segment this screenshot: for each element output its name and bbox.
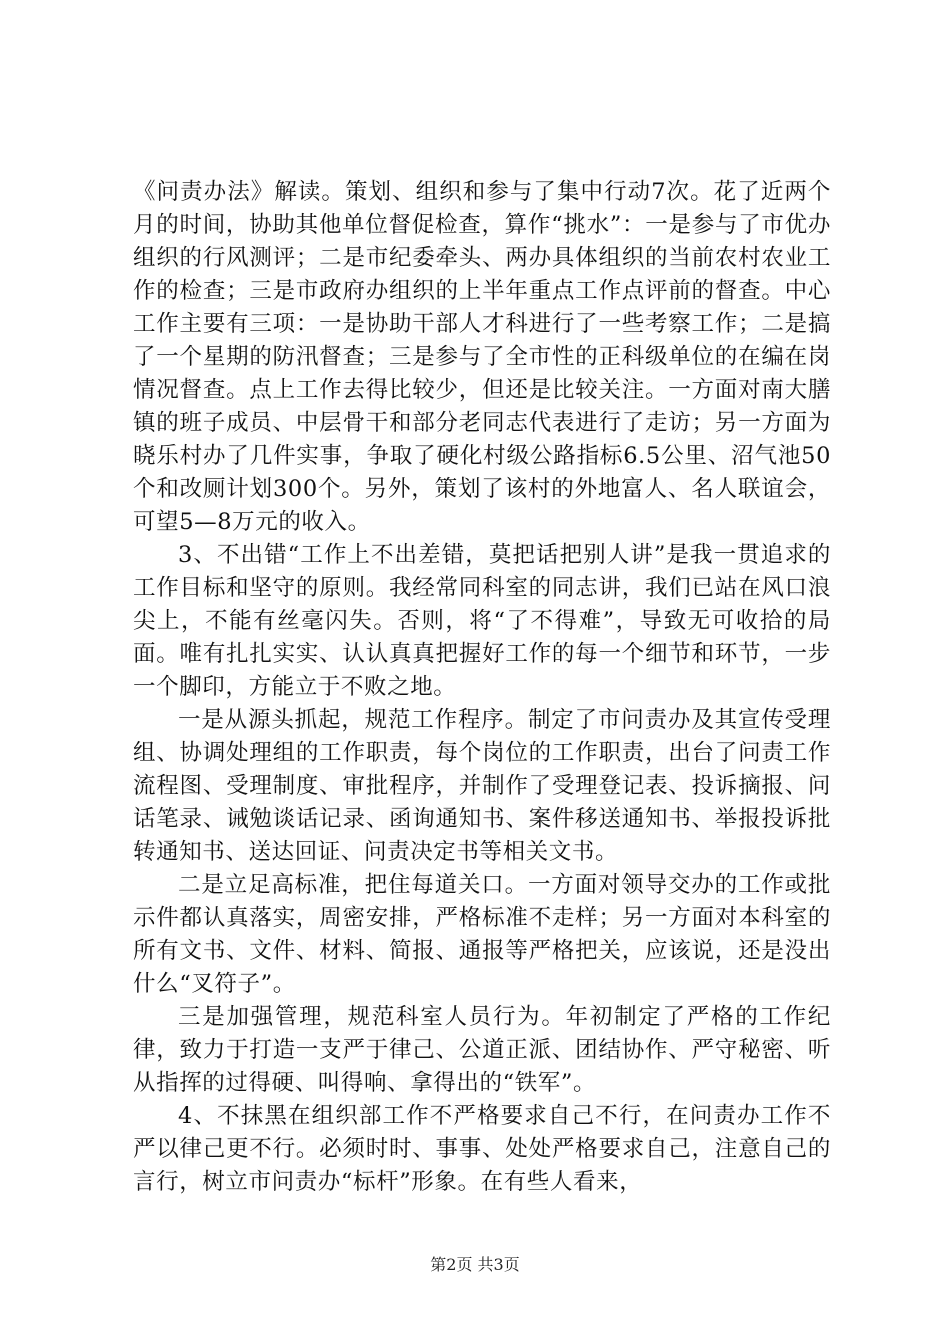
paragraph-no-errors: 3、不出错“工作上不出差错，莫把话把别人讲”是我一贯追求的工作目标和坚守的原则。我经常同科室的同志讲，我们已站在风口浪尖上，不能有丝毫闪失。否则，将“了不得难”，导致无可收拾的局面。唯有扎扎实实、认认真真把握好工作的每一个细节和环节，一步一个脚印，方能立于不败之地。	[133, 542, 831, 700]
paragraph-no-smearing: 4、不抹黑在组织部工作不严格要求自己不行，在问责办工作不严以律己更不行。必须时时、事事、处处严格要求自己，注意自己的言行，树立市问责办“标杆”形象。在有些人看来，	[133, 1103, 831, 1195]
paragraph-high-standards: 二是立足高标准，把住每道关口。一方面对领导交办的工作或批示件都认真落实，周密安排，严格标准不走样；另一方面对本科室的所有文书、文件、材料、简报、通报等严格把关，应该说，还是没出什么“叉符子”。	[133, 872, 831, 997]
paragraph-continuation: 《问责办法》解读。策划、组织和参与了集中行动7次。花了近两个月的时间，协助其他单位督促检查，算作“挑水”：一是参与了市优办组织的行风测评；二是市纪委牵头、两办具体组织的当前农村农业工作的检查；三是市政府办组织的上半年重点工作点评前的督查。中心工作主要有三项：一是协助干部人才科进行了一些考察工作；二是搞了一个星期的防汛督查；三是参与了全市性的正科级单位的在编在岗情况督查。点上工作去得比较少，但还是比较关注。一方面对南大膳镇的班子成员、中层骨干和部分老同志代表进行了走访；另一方面为晓乐村办了几件实事，争取了硬化村级公路指标6.5公里、沼气池50个和改厕计划300个。另外，策划了该村的外地富人、名人联谊会，可望5—8万元的收入。	[133, 179, 831, 535]
page-number-label: 第2页 共3页	[430, 1255, 520, 1274]
document-body	[133, 176, 831, 1199]
paragraph-strengthen-management: 三是加强管理，规范科室人员行为。年初制定了严格的工作纪律，致力于打造一支严于律己、公道正派、团结协作、严守秘密、听从指挥的过得硬、叫得响、拿得出的“铁军”。	[133, 1004, 831, 1096]
paragraph-standardize-procedures: 一是从源头抓起，规范工作程序。制定了市问责办及其宣传受理组、协调处理组的工作职责，每个岗位的工作职责，出台了问责工作流程图、受理制度、审批程序，并制作了受理登记表、投诉摘报、问话笔录、诫勉谈话记录、函询通知书、案件移送通知书、举报投诉批转通知书、送达回证、问责决定书等相关文书。	[133, 707, 831, 865]
page-footer	[0, 1254, 950, 1276]
